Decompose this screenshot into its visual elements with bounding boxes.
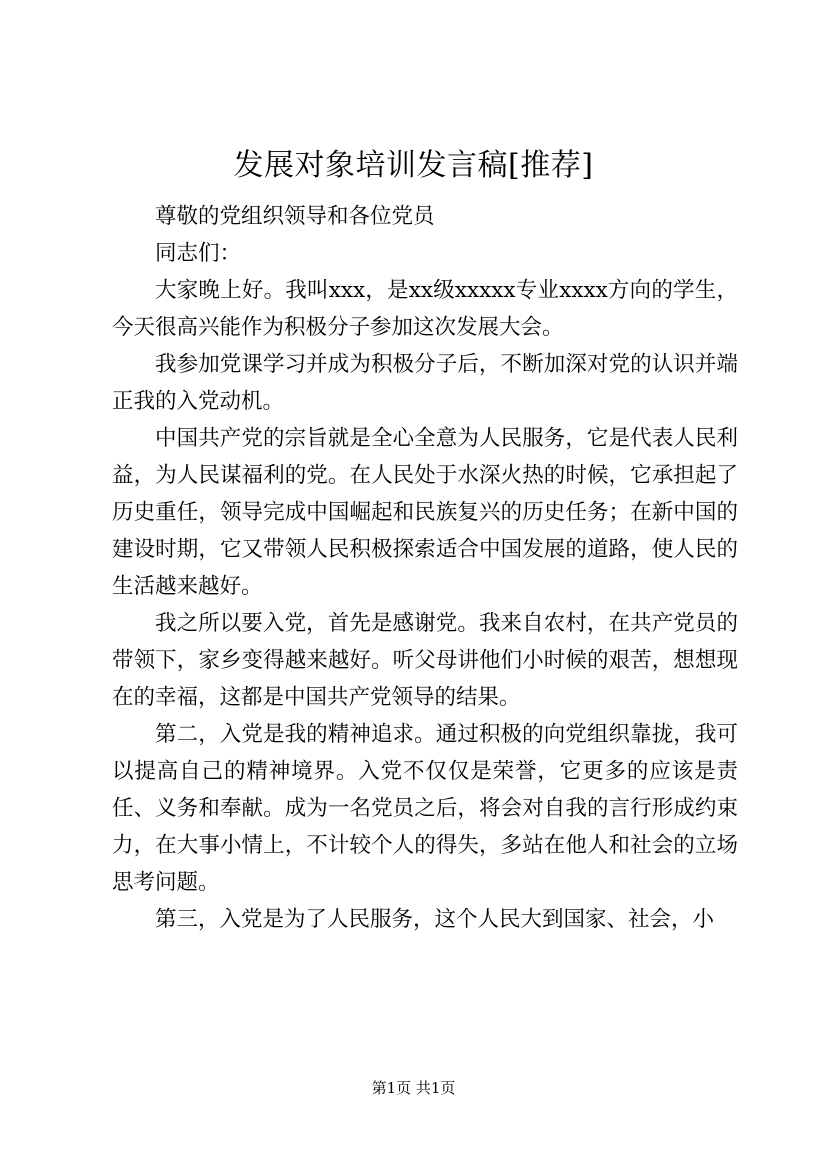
- paragraph-reason-third: 第三，入党是为了人民服务，这个人民大到国家、社会，小: [155, 907, 715, 932]
- paragraph-reason-second: 第二，入党是我的精神追求。通过积极的向党组织靠拢，我可以提高自己的精神境界。入党不仅仅是荣誉，它更多的应该是责任、义务和奉献。成为一名党员之后，将会对自我的言行形成约束力，在大事小情上，不计较个人的得失，多站在他人和社会的立场思考问题。: [112, 722, 738, 895]
- document-body: [112, 198, 738, 938]
- greeting: 同志们：: [155, 241, 242, 266]
- paragraph-motivation: 我参加党课学习并成为积极分子后，不断加深对党的认识并端正我的入党动机。: [112, 352, 738, 414]
- document-title: 发展对象培训发言稿[推荐]: [233, 148, 594, 183]
- paragraph-reason-first: 我之所以要入党，首先是感谢党。我来自农村，在共产党员的带领下，家乡变得越来越好。听父母讲他们小时候的艰苦，想想现在的幸福，这都是中国共产党领导的结果。: [112, 611, 738, 710]
- paragraph-party-purpose: 中国共产党的宗旨就是全心全意为人民服务，它是代表人民利益，为人民谋福利的党。在人民处于水深火热的时候，它承担起了历史重任，领导完成中国崛起和民族复兴的历史任务；在新中国的建设时期，它又带领人民积极探索适合中国发展的道路，使人民的生活越来越好。: [112, 426, 738, 599]
- salutation: 尊敬的党组织领导和各位党员: [155, 204, 435, 229]
- paragraph-intro: 大家晚上好。我叫xxx，是xx级xxxxx专业xxxx方向的学生，今天很高兴能作为积极分子参加这次发展大会。: [112, 278, 738, 340]
- page-footer: 第1页 共1页: [371, 1079, 456, 1097]
